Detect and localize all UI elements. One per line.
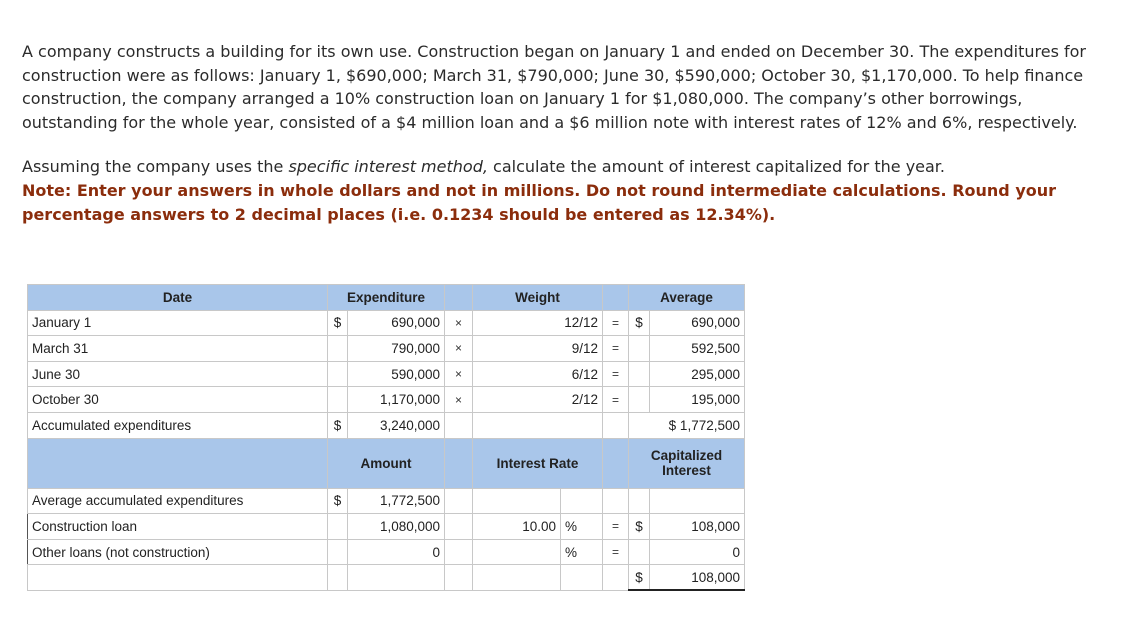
currency-symbol: $ [629, 514, 650, 540]
average-value[interactable]: 295,000 [650, 361, 745, 387]
currency-symbol [328, 387, 348, 413]
method-name: specific interest method, [288, 157, 488, 177]
date-cell: June 30 [28, 361, 328, 387]
equals-sign [603, 488, 629, 514]
row-label-input[interactable]: Construction loan [28, 514, 328, 540]
percent-sign: % [561, 539, 603, 565]
equals-sign: = [603, 539, 629, 565]
date-cell: October 30 [28, 387, 328, 413]
amount-input[interactable]: 1,080,000 [348, 514, 445, 540]
amount-header: Amount [328, 438, 445, 488]
percent-sign [561, 488, 603, 514]
weight-input[interactable]: 12/12 [473, 310, 603, 336]
average-value[interactable]: 195,000 [650, 387, 745, 413]
interest-capitalization-worksheet [27, 284, 745, 591]
accumulated-total: 3,240,000 [348, 412, 445, 438]
rate-input[interactable]: 10.00 [473, 514, 561, 540]
expenditure-row [28, 310, 745, 336]
total-capitalized-interest[interactable]: 108,000 [650, 565, 745, 591]
average-total[interactable]: $ 1,772,500 [629, 412, 745, 438]
interest-value[interactable]: 108,000 [650, 514, 745, 540]
average-value[interactable]: 592,500 [650, 336, 745, 362]
expenditure-input[interactable]: 690,000 [348, 310, 445, 336]
rate-input[interactable] [473, 539, 561, 565]
weight-input[interactable]: 2/12 [473, 387, 603, 413]
currency-symbol [629, 488, 650, 514]
percent-sign: % [561, 514, 603, 540]
capitalized-header-line1: Capitalized [650, 448, 723, 464]
currency-symbol [328, 361, 348, 387]
currency-symbol [629, 387, 650, 413]
average-accumulated-row [28, 488, 745, 514]
currency-symbol [629, 336, 650, 362]
currency-symbol [328, 539, 348, 565]
other-loans-row [28, 539, 745, 565]
interest-rate-header: Interest Rate [473, 438, 603, 488]
currency-symbol [328, 514, 348, 540]
construction-loan-row [28, 514, 745, 540]
date-cell: January 1 [28, 310, 328, 336]
currency-symbol [629, 361, 650, 387]
interest-value[interactable]: 0 [650, 539, 745, 565]
weight-input[interactable]: 6/12 [473, 361, 603, 387]
instructions-start: Assuming the company uses the [22, 157, 289, 177]
header-row-expenditures [28, 285, 745, 311]
equals-sign: = [603, 361, 629, 387]
weight-input[interactable]: 9/12 [473, 336, 603, 362]
row-label: Average accumulated expenditures [28, 488, 328, 514]
equals-sign: = [603, 514, 629, 540]
expenditure-row [28, 387, 745, 413]
currency-symbol: $ [328, 488, 348, 514]
equals-sign: = [603, 336, 629, 362]
date-header: Date [28, 285, 328, 311]
average-value[interactable]: 690,000 [650, 310, 745, 336]
row-label-input[interactable]: Other loans (not construction) [28, 539, 328, 565]
question-text [22, 40, 1112, 226]
currency-symbol [328, 336, 348, 362]
expenditure-header: Expenditure [328, 285, 445, 311]
times-sign: × [445, 336, 473, 362]
currency-symbol: $ [328, 412, 348, 438]
problem-statement: A company constructs a building for its own use. Construction began on January 1 and ended on December 30. The expenditures for construction were as follows: January 1, $690,000; March 31, $790,000; June 30, $590,000; October 30, $1,170,000. To help finance construction, the company arranged a 10% construction loan on January 1 for $1,080,000. The company’s other borrowings, outstanding for the whole year, consisted of a $4 million loan and a $6 million note with interest rates of 12% and 6%, respectively. [22, 42, 1086, 132]
currency-symbol: $ [629, 310, 650, 336]
currency-symbol [629, 539, 650, 565]
accumulated-expenditures-row [28, 412, 745, 438]
capitalized-header-line2: Interest [662, 463, 711, 479]
times-sign: × [445, 310, 473, 336]
expenditure-row [28, 336, 745, 362]
amount-input[interactable]: 0 [348, 539, 445, 565]
equals-sign: = [603, 310, 629, 336]
expenditure-input[interactable]: 1,170,000 [348, 387, 445, 413]
interest-value [650, 488, 745, 514]
instructions-end: calculate the amount of interest capitalized for the year. [487, 157, 945, 177]
average-header: Average [629, 285, 745, 311]
expenditure-input[interactable]: 790,000 [348, 336, 445, 362]
amount-value[interactable]: 1,772,500 [348, 488, 445, 514]
weight-header: Weight [473, 285, 603, 311]
times-sign: × [445, 361, 473, 387]
times-sign: × [445, 387, 473, 413]
total-interest-row [28, 565, 745, 591]
currency-symbol: $ [629, 565, 650, 591]
equals-sign: = [603, 387, 629, 413]
capitalized-interest-header [629, 438, 745, 488]
rate-value [473, 488, 561, 514]
expenditure-input[interactable]: 590,000 [348, 361, 445, 387]
date-cell: March 31 [28, 336, 328, 362]
instructions [22, 155, 1112, 226]
expenditure-row [28, 361, 745, 387]
currency-symbol: $ [328, 310, 348, 336]
note-text: Note: Enter your answers in whole dollars and not in millions. Do not round intermediate calculations. Round your percentage answers to 2 decimal places (i.e. 0.1234 should be entered as 12.34%). [22, 180, 1057, 224]
accumulated-label: Accumulated expenditures [28, 412, 328, 438]
header-row-interest [28, 438, 745, 488]
